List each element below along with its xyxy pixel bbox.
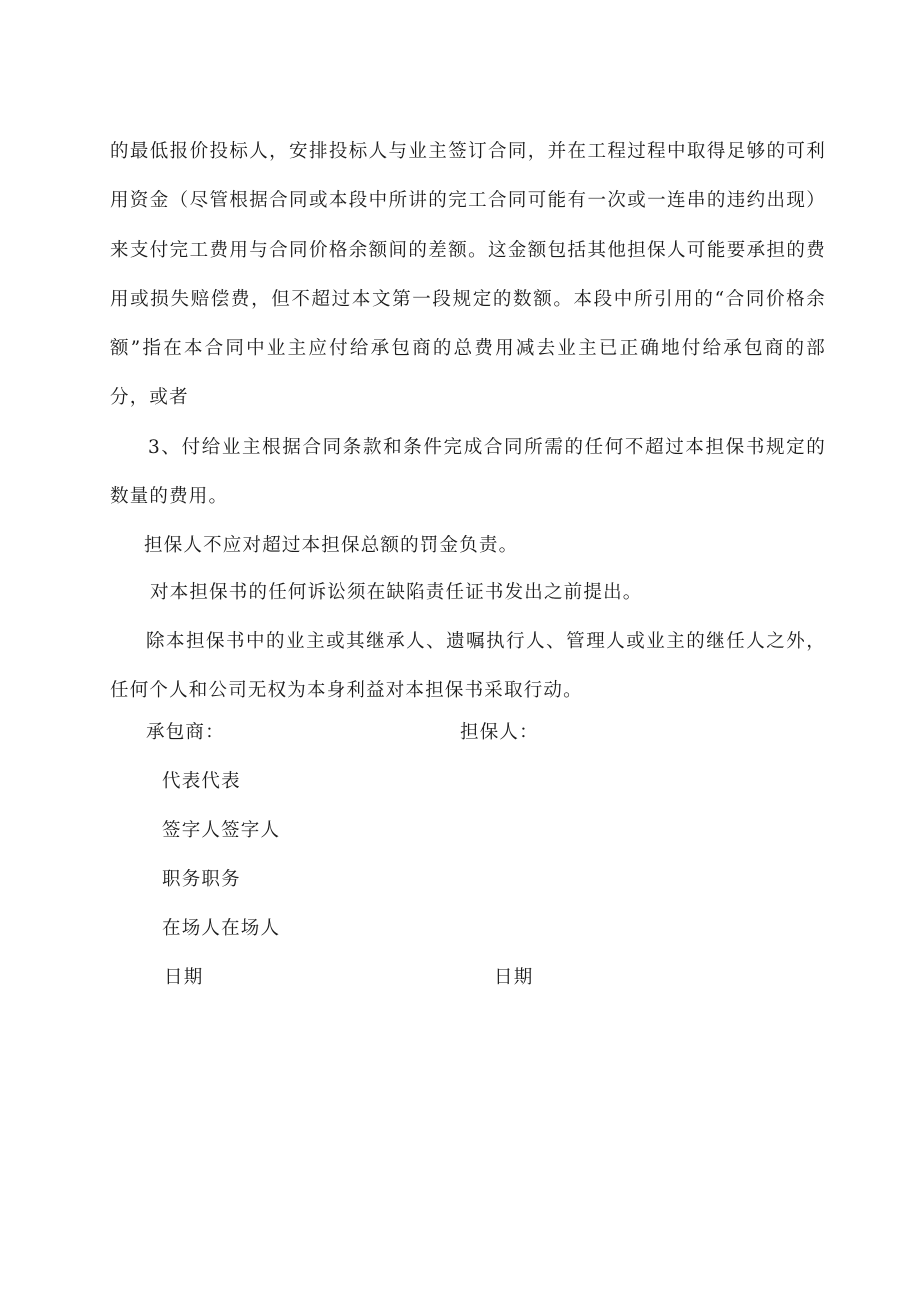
paragraph-item-3: 3、付给业主根据合同条款和条件完成合同所需的任何不超过本担保书规定的数量的费用。 xyxy=(110,437,826,508)
position-line: 职务职务 xyxy=(162,869,241,890)
paragraph-penalty-limit: 担保人不应对超过本担保总额的罚金负责。 xyxy=(144,535,519,556)
representative-line: 代表代表 xyxy=(162,771,241,792)
guarantor-label: 担保人： xyxy=(460,722,539,743)
paragraph-rights: 除本担保书中的业主或其继承人、遗嘱执行人、管理人或业主的继任人之外，任何个人和公司无权为本身利益对本担保书采取行动。 xyxy=(110,631,826,702)
contractor-label: 承包商： xyxy=(146,722,225,743)
contractor-date: 日期 xyxy=(164,967,204,988)
guarantor-date: 日期 xyxy=(494,967,534,988)
paragraph-contract-balance: 的最低报价投标人，安排投标人与业主签订合同，并在工程过程中取得足够的可利用资金（尽管根据合同或本段中所讲的完工合同可能有一次或一连串的违约出现）来支付完工费用与合同价格余额间的差额。这金额包括其他担保人可能要承担的费用或损失赔偿费，但不超过本文第一段规定的数额。本段中所引用的“合同价格余额”指在本合同中业主应付给承包商的总费用减去业主已正确地付给承包商的部分，或者 xyxy=(110,141,826,409)
paragraph-litigation: 对本担保书的任何诉讼须在缺陷责任证书发出之前提出。 xyxy=(150,582,643,603)
witness-line: 在场人在场人 xyxy=(162,918,281,939)
signer-line: 签字人签字人 xyxy=(162,820,281,841)
